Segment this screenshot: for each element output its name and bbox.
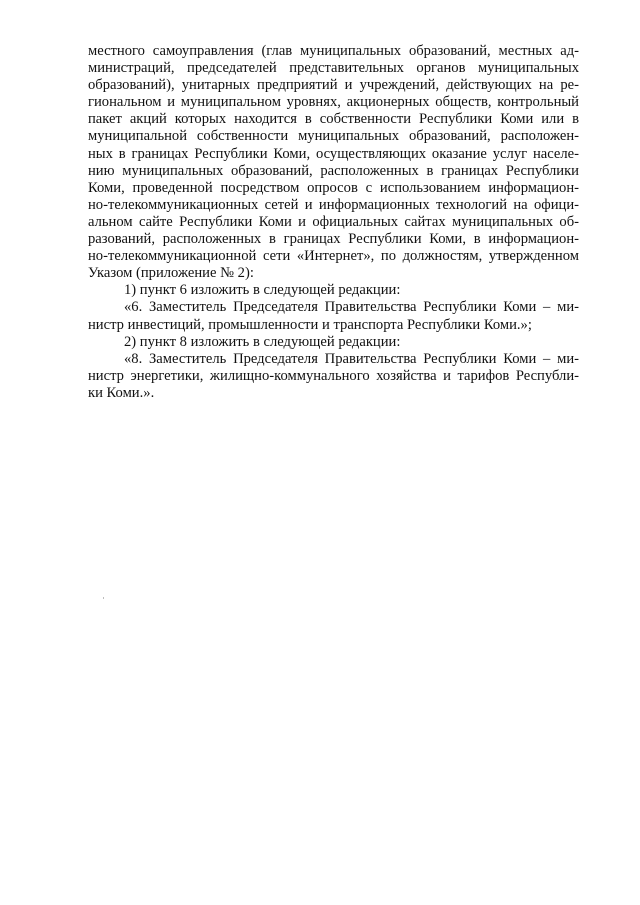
text-line: местного самоуправления (глав муниципальных образований, местных ад- (88, 43, 579, 59)
text-line: разований, расположенных в границах Республики Коми, в информацион- (88, 231, 579, 248)
text-line: но-телекоммуникационных сетей и информационных технологий на офици- (88, 196, 579, 213)
text-line: Коми, проведенной посредством опросов с использованием информацион- (88, 179, 579, 196)
text-line: Указом (приложение № 2): (88, 265, 254, 282)
item-2-quote-line: нистр энергетики, жилищно-коммунального хозяйства и тарифов Республи- (88, 367, 579, 384)
item-1-quote-line: «6. Заместитель Председателя Правительства Республики Коми – ми- (124, 299, 579, 316)
text-line: гиональном и муниципальном уровнях, акционерных обществ, контрольный (88, 94, 579, 111)
item-2-quote-line: «8. Заместитель Председателя Правительства Республики Коми – ми- (124, 350, 579, 367)
item-1-heading: 1) пункт 6 изложить в следующей редакции: (124, 282, 401, 299)
text-line: министраций, председателей представительных органов муниципальных (88, 60, 579, 77)
item-2-heading: 2) пункт 8 изложить в следующей редакции: (124, 333, 401, 350)
scan-speck (103, 597, 104, 599)
item-1-quote-line: нистр инвестиций, промышленности и транспорта Республики Коми.»; (88, 316, 532, 333)
text-line: пакет акций которых находится в собственности Республики Коми или в (88, 111, 579, 128)
text-line: ных в границах Республики Коми, осуществляющих оказание услуг населе- (88, 145, 579, 162)
text-line: муниципальной собственности муниципальных образований, расположен- (88, 128, 579, 145)
text-line: альном сайте Республики Коми и официальных сайтах муниципальных об- (88, 213, 579, 230)
text-line: нию муниципальных образований, расположенных в границах Республики (88, 162, 579, 179)
text-line: образований), унитарных предприятий и учреждений, действующих на ре- (88, 77, 579, 94)
document-text (88, 43, 579, 402)
text-line: но-телекоммуникационной сети «Интернет», по должностям, утвержденном (88, 248, 579, 265)
item-2-quote-line: ки Коми.». (88, 384, 155, 401)
